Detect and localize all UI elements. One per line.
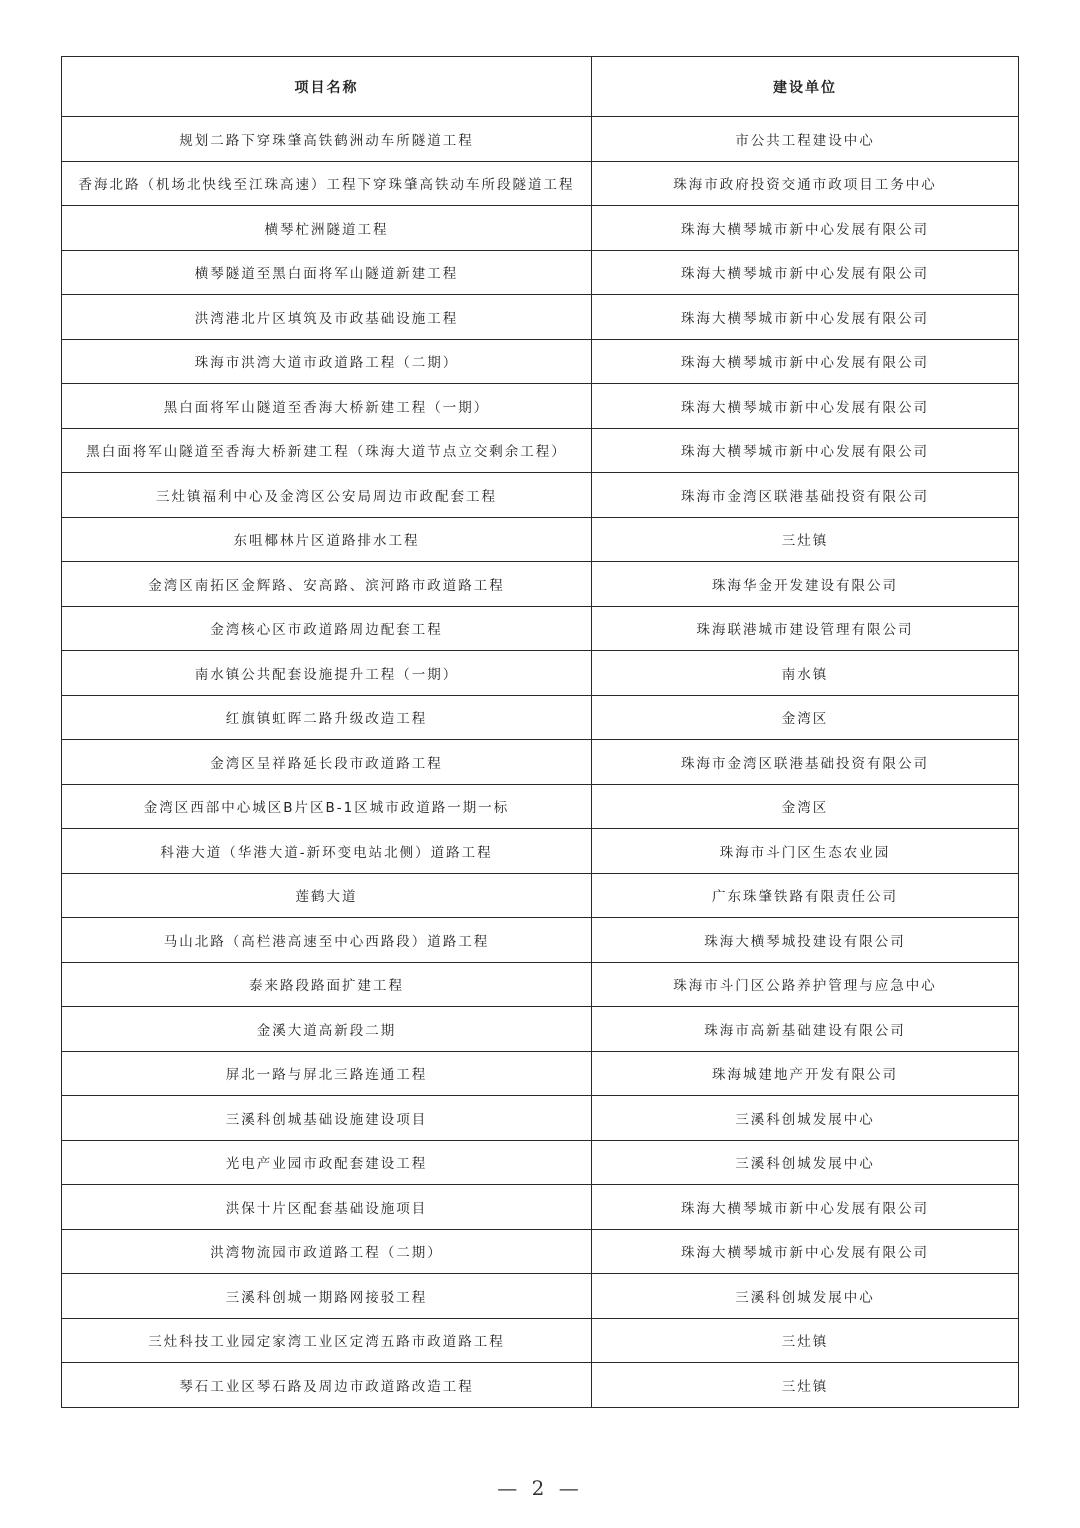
project-name-cell: 金溪大道高新段二期 <box>62 1007 592 1052</box>
construction-unit-cell: 珠海大横琴城市新中心发展有限公司 <box>592 428 1019 473</box>
construction-unit-cell: 三灶镇 <box>592 1318 1019 1363</box>
project-name-cell: 金湾区南拓区金辉路、安高路、滨河路市政道路工程 <box>62 562 592 607</box>
table-row <box>62 384 1019 429</box>
project-name-cell: 红旗镇虹晖二路升级改造工程 <box>62 695 592 740</box>
table-row <box>62 918 1019 963</box>
project-name-cell: 屏北一路与屏北三路连通工程 <box>62 1051 592 1096</box>
construction-unit-cell: 珠海大横琴城市新中心发展有限公司 <box>592 250 1019 295</box>
project-name-cell: 洪湾物流园市政道路工程（二期） <box>62 1229 592 1274</box>
project-name-cell: 香海北路（机场北快线至江珠高速）工程下穿珠肇高铁动车所段隧道工程 <box>62 161 592 206</box>
construction-unit-cell: 珠海联港城市建设管理有限公司 <box>592 606 1019 651</box>
table-row <box>62 117 1019 162</box>
construction-unit-cell: 珠海大横琴城市新中心发展有限公司 <box>592 295 1019 340</box>
table-row <box>62 562 1019 607</box>
project-name-cell: 金湾核心区市政道路周边配套工程 <box>62 606 592 651</box>
project-name-cell: 横琴隧道至黑白面将军山隧道新建工程 <box>62 250 592 295</box>
construction-unit-cell: 三灶镇 <box>592 517 1019 562</box>
table-row <box>62 1318 1019 1363</box>
project-name-cell: 三溪科创城一期路网接驳工程 <box>62 1274 592 1319</box>
construction-unit-cell: 珠海大横琴城市新中心发展有限公司 <box>592 206 1019 251</box>
page-number: — 2 — <box>497 1476 583 1500</box>
table-row <box>62 339 1019 384</box>
project-name-cell: 光电产业园市政配套建设工程 <box>62 1140 592 1185</box>
project-name-cell: 黑白面将军山隧道至香海大桥新建工程（珠海大道节点立交剩余工程） <box>62 428 592 473</box>
table-row <box>62 1229 1019 1274</box>
project-table <box>61 56 1019 1408</box>
project-name-cell: 科港大道（华港大道-新环变电站北侧）道路工程 <box>62 829 592 874</box>
table-row <box>62 206 1019 251</box>
table-row <box>62 651 1019 696</box>
project-name-cell: 洪湾港北片区填筑及市政基础设施工程 <box>62 295 592 340</box>
header-construction-unit: 建设单位 <box>592 57 1019 117</box>
project-name-cell: 莲鹤大道 <box>62 873 592 918</box>
construction-unit-cell: 珠海城建地产开发有限公司 <box>592 1051 1019 1096</box>
header-project-name: 项目名称 <box>62 57 592 117</box>
table-row <box>62 740 1019 785</box>
project-name-cell: 琴石工业区琴石路及周边市政道路改造工程 <box>62 1363 592 1408</box>
table-row <box>62 428 1019 473</box>
construction-unit-cell: 珠海市斗门区公路养护管理与应急中心 <box>592 962 1019 1007</box>
table-row <box>62 1096 1019 1141</box>
construction-unit-cell: 三溪科创城发展中心 <box>592 1096 1019 1141</box>
project-name-cell: 泰来路段路面扩建工程 <box>62 962 592 1007</box>
project-name-cell: 马山北路（高栏港高速至中心西路段）道路工程 <box>62 918 592 963</box>
project-name-cell: 东咀椰林片区道路排水工程 <box>62 517 592 562</box>
table-row <box>62 473 1019 518</box>
project-name-cell: 南水镇公共配套设施提升工程（一期） <box>62 651 592 696</box>
construction-unit-cell: 市公共工程建设中心 <box>592 117 1019 162</box>
project-name-cell: 横琴杧洲隧道工程 <box>62 206 592 251</box>
table-row <box>62 695 1019 740</box>
construction-unit-cell: 三灶镇 <box>592 1363 1019 1408</box>
construction-unit-cell: 南水镇 <box>592 651 1019 696</box>
table-row <box>62 161 1019 206</box>
construction-unit-cell: 珠海大横琴城市新中心发展有限公司 <box>592 1229 1019 1274</box>
table-row <box>62 829 1019 874</box>
table-row <box>62 517 1019 562</box>
construction-unit-cell: 三溪科创城发展中心 <box>592 1140 1019 1185</box>
construction-unit-cell: 珠海市斗门区生态农业园 <box>592 829 1019 874</box>
construction-unit-cell: 三溪科创城发展中心 <box>592 1274 1019 1319</box>
table-row <box>62 784 1019 829</box>
project-name-cell: 珠海市洪湾大道市政道路工程（二期） <box>62 339 592 384</box>
project-name-cell: 规划二路下穿珠肇高铁鹤洲动车所隧道工程 <box>62 117 592 162</box>
project-name-cell: 金湾区西部中心城区B片区B-1区城市政道路一期一标 <box>62 784 592 829</box>
construction-unit-cell: 珠海大横琴城市新中心发展有限公司 <box>592 384 1019 429</box>
table-row <box>62 606 1019 651</box>
construction-unit-cell: 金湾区 <box>592 695 1019 740</box>
project-name-cell: 洪保十片区配套基础设施项目 <box>62 1185 592 1230</box>
construction-unit-cell: 广东珠肇铁路有限责任公司 <box>592 873 1019 918</box>
construction-unit-cell: 金湾区 <box>592 784 1019 829</box>
construction-unit-cell: 珠海市金湾区联港基础投资有限公司 <box>592 740 1019 785</box>
table-row <box>62 1363 1019 1408</box>
project-name-cell: 金湾区呈祥路延长段市政道路工程 <box>62 740 592 785</box>
table-row <box>62 962 1019 1007</box>
project-name-cell: 三溪科创城基础设施建设项目 <box>62 1096 592 1141</box>
construction-unit-cell: 珠海市政府投资交通市政项目工务中心 <box>592 161 1019 206</box>
table-body <box>62 117 1019 1408</box>
construction-unit-cell: 珠海大横琴城投建设有限公司 <box>592 918 1019 963</box>
construction-unit-cell: 珠海市金湾区联港基础投资有限公司 <box>592 473 1019 518</box>
table-row <box>62 1007 1019 1052</box>
construction-unit-cell: 珠海华金开发建设有限公司 <box>592 562 1019 607</box>
table-row <box>62 1051 1019 1096</box>
table-row <box>62 1274 1019 1319</box>
project-name-cell: 黑白面将军山隧道至香海大桥新建工程（一期） <box>62 384 592 429</box>
table-row <box>62 873 1019 918</box>
table-header-row <box>62 57 1019 117</box>
table-row <box>62 1185 1019 1230</box>
table-row <box>62 1140 1019 1185</box>
project-name-cell: 三灶镇福利中心及金湾区公安局周边市政配套工程 <box>62 473 592 518</box>
construction-unit-cell: 珠海大横琴城市新中心发展有限公司 <box>592 1185 1019 1230</box>
project-name-cell: 三灶科技工业园定家湾工业区定湾五路市政道路工程 <box>62 1318 592 1363</box>
construction-unit-cell: 珠海大横琴城市新中心发展有限公司 <box>592 339 1019 384</box>
construction-unit-cell: 珠海市高新基础建设有限公司 <box>592 1007 1019 1052</box>
table-row <box>62 250 1019 295</box>
table-row <box>62 295 1019 340</box>
